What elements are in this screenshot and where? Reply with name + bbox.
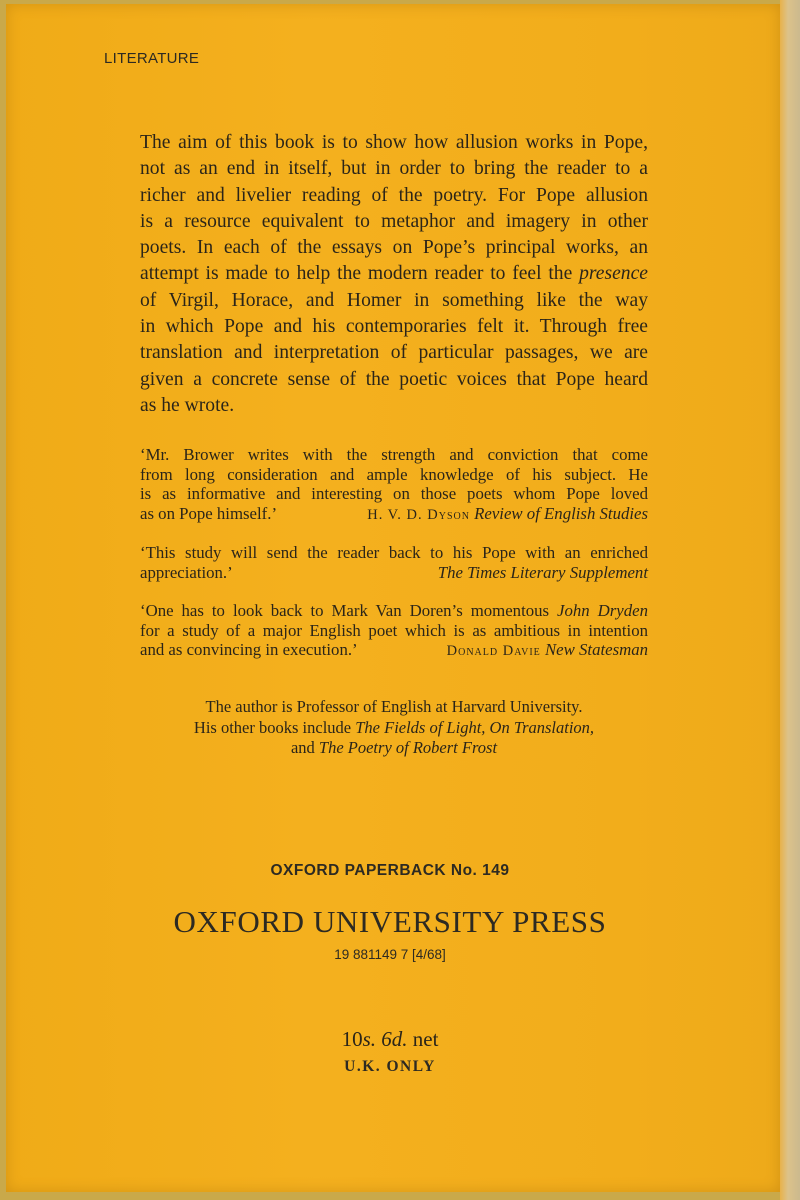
quote-line: and as convincing in execution.’ (140, 640, 358, 660)
quote-line: for a study of a major English poet which is as ambitious in intention (140, 620, 648, 640)
page-edge (780, 0, 800, 1200)
book-description (140, 130, 648, 419)
other-book-title: The Fields of Light, (355, 717, 486, 737)
review-quote-tls (140, 543, 648, 582)
quote-attribution-line (140, 504, 648, 526)
quoted-title: John Dryden (557, 601, 648, 620)
blurb-line: as he wrote. (140, 394, 235, 416)
price: 10s. 6d. net (341, 1027, 439, 1051)
other-book-title: The Poetry of Robert Frost (318, 738, 498, 757)
quote-line: is as informative and interesting on those poets whom Pope loved (140, 484, 648, 504)
review-quote-davie (140, 601, 648, 662)
emphasis-presence: presence (579, 263, 648, 285)
reviewer-name: H. V. D. Dyson (367, 506, 470, 523)
blurb-line: not as an end in itself, but in order to bring the reader to a (140, 158, 648, 180)
series-label: OXFORD PAPERBACK No. 149 (270, 862, 510, 879)
review-source: Review of English Studies (474, 503, 648, 523)
quote-attribution (447, 640, 648, 662)
blurb-line: poets. In each of the essays on Pope’s principal works, an (140, 237, 648, 259)
author-note-line: The author is Professor of English at Harvard University. (205, 697, 583, 716)
isbn: 19 881149 7 [4/68] (334, 947, 446, 962)
blurb-line: is a resource equivalent to metaphor and imagery in other (140, 210, 648, 232)
blurb-line: of Virgil, Horace, and Homer in something like the way (140, 289, 648, 311)
blurb-line: translation and interpretation of particular passages, we are (140, 342, 648, 364)
quote-line: from long consideration and ample knowledge of his subject. He (140, 464, 648, 484)
quote-attribution-line (140, 563, 648, 583)
reviewer-name: Donald Davie (446, 643, 541, 660)
blurb-line: The aim of this book is to show how allusion works in Pope, (140, 132, 648, 153)
quote-line: ‘This study will send the reader back to his Pope with an enriched (140, 543, 648, 562)
author-note-line: His other books include The Fields of Light, On Translation, (193, 717, 595, 737)
author-note (140, 697, 648, 759)
quote-line: appreciation.’ (140, 562, 233, 582)
publisher-name: OXFORD UNIVERSITY PRESS (173, 904, 607, 939)
blurb-line: richer and livelier reading of the poetry. For Pope allusion (140, 184, 648, 206)
blurb-line: given a concrete sense of the poetic voices that Pope heard (140, 368, 648, 390)
quote-line: as on Pope himself.’ (140, 503, 278, 523)
review-quote-dyson (140, 445, 648, 525)
quote-attribution-line (140, 640, 648, 662)
review-source: New Statesman (544, 640, 648, 660)
blurb-line: attempt is made to help the modern reader to feel the presence (140, 263, 648, 285)
review-source: The Times Literary Supplement (437, 562, 648, 582)
blurb-line: in which Pope and his contemporaries felt it. Through free (140, 316, 648, 338)
quote-attribution (367, 504, 648, 526)
quote-line: ‘One has to look back to Mark Van Doren’s momentous John Dryden (140, 601, 648, 620)
quote-line: ‘Mr. Brower writes with the strength and conviction that come (140, 445, 648, 464)
category-label: LITERATURE (104, 50, 200, 67)
other-book-title: On Translation, (489, 717, 595, 737)
region-note: U.K. ONLY (344, 1058, 436, 1075)
author-note-line: and The Poetry of Robert Frost (290, 738, 498, 757)
